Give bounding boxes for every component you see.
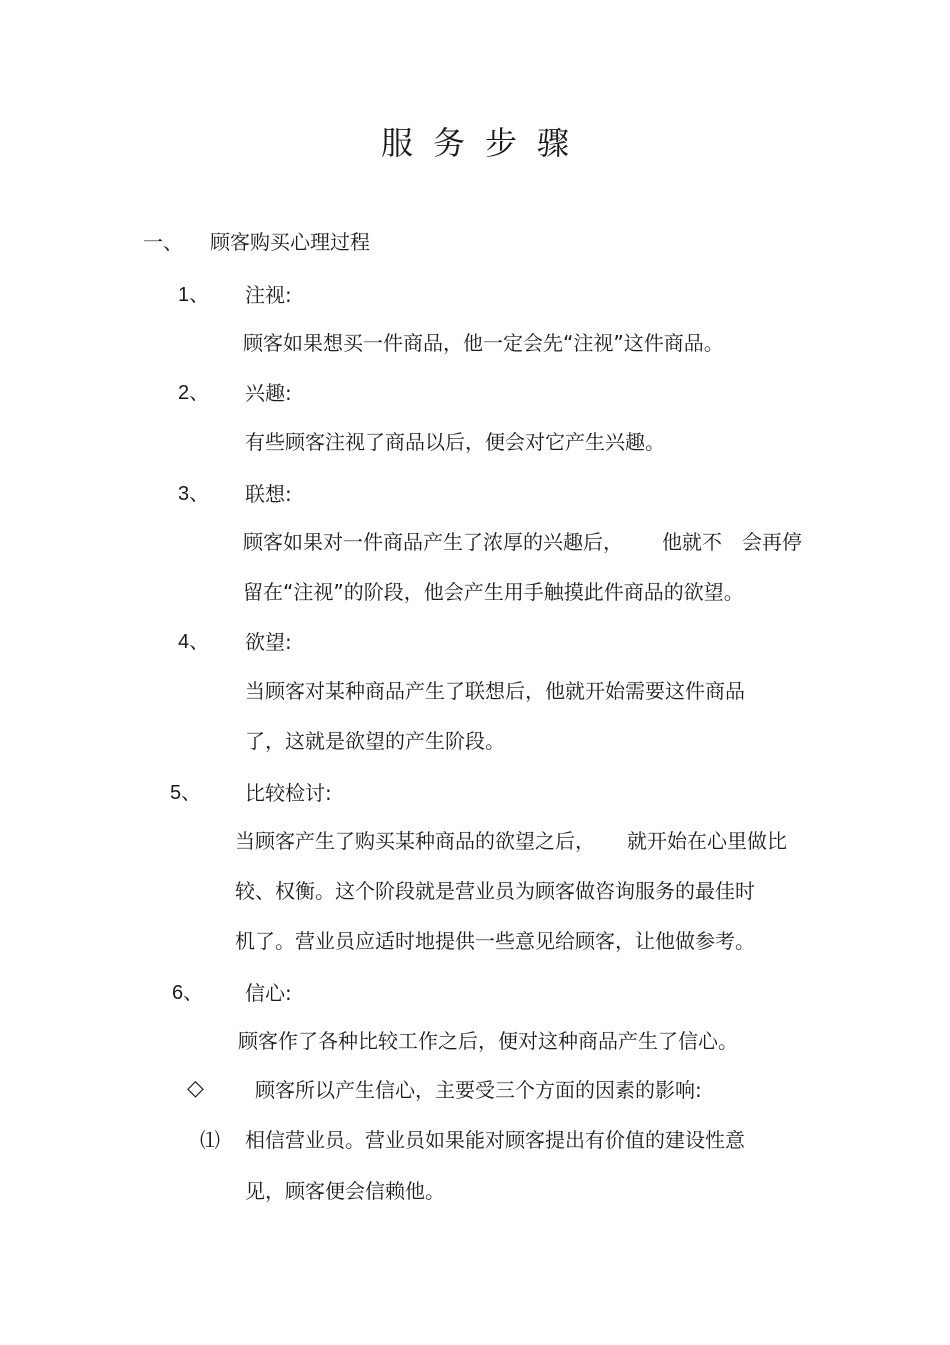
section-heading: 顾客购买心理过程 [210, 230, 370, 254]
step-number-3: 3、 [178, 483, 210, 505]
step-label-1: 注视: [245, 283, 292, 307]
factor-marker-1: ⑴ [200, 1128, 220, 1152]
step-text-4-line-1: 当顾客对某种商品产生了联想后，他就开始需要这件商品 [245, 679, 745, 703]
diamond-bullet-icon: ◇ [187, 1076, 204, 1101]
step-text-5-line-1: 当顾客产生了购买某种商品的欲望之后， [235, 829, 595, 853]
step-text-1-line-1: 顾客如果想买一件商品，他一定会先“注视”这件商品。 [243, 331, 724, 355]
step-text-3-line-1: 顾客如果对一件商品产生了浓厚的兴趣后， [243, 530, 623, 554]
step-number-5: 5、 [170, 782, 202, 804]
step-text-6-line-1: 顾客作了各种比较工作之后，便对这种商品产生了信心。 [238, 1029, 738, 1053]
step-label-6: 信心: [245, 981, 292, 1005]
section-marker: 一、 [143, 230, 183, 254]
step-text-2-line-1: 有些顾客注视了商品以后，便会对它产生兴趣。 [245, 430, 665, 454]
step-number-4: 4、 [178, 631, 210, 653]
step-text-5-line-2: 较、权衡。这个阶段就是营业员为顾客做咨询服务的最佳时 [235, 879, 755, 903]
note-text: 顾客所以产生信心，主要受三个方面的因素的影响: [255, 1078, 702, 1102]
step-text-3-line-1c: 会再停 [742, 530, 802, 554]
step-text-3-line-1b: 他就不 [662, 530, 722, 554]
step-text-4-line-2: 了，这就是欲望的产生阶段。 [245, 729, 505, 753]
step-label-4: 欲望: [245, 630, 292, 654]
factor-text-1-line-2: 见，顾客便会信赖他。 [245, 1179, 445, 1203]
step-label-3: 联想: [245, 482, 292, 506]
page-title: 服务步骤 [380, 124, 589, 162]
step-text-5-line-3: 机了。营业员应适时地提供一些意见给顾客，让他做参考。 [235, 929, 755, 953]
step-number-6: 6、 [172, 982, 204, 1004]
factor-text-1-line-1: 相信营业员。营业员如果能对顾客提出有价值的建设性意 [245, 1128, 745, 1152]
step-label-2: 兴趣: [245, 381, 292, 405]
step-number-1: 1、 [178, 284, 210, 306]
step-label-5: 比较检讨: [245, 781, 332, 805]
step-text-3-line-2: 留在“注视”的阶段，他会产生用手触摸此件商品的欲望。 [243, 580, 744, 604]
step-number-2: 2、 [178, 382, 210, 404]
step-text-5-line-1b: 就开始在心里做比 [627, 829, 787, 853]
